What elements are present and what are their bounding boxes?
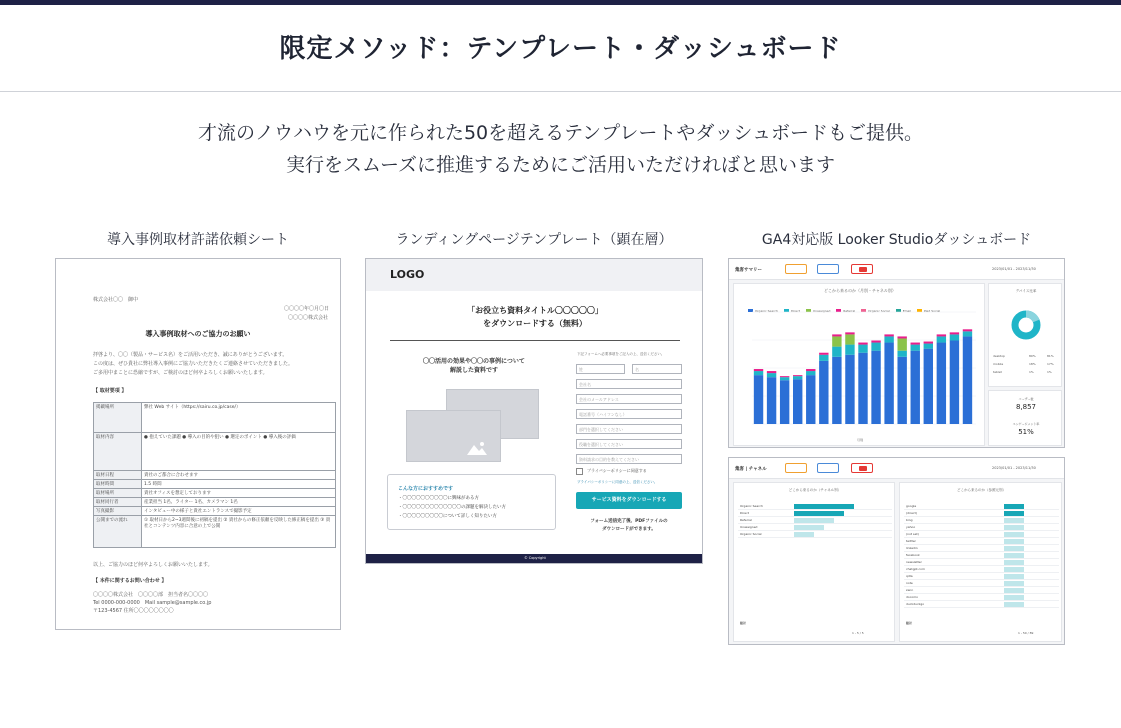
- bar-segment: [819, 355, 828, 361]
- device-row: desktop: [993, 354, 1005, 358]
- table-heat-cell: [1004, 581, 1024, 586]
- lp-recommend-box: [387, 474, 556, 530]
- doc-body-1: 拝啓より、〇〇（製品・サービス名）をご活用いただき、誠にありがとうございます。: [93, 352, 288, 358]
- lp-footer: [366, 554, 703, 564]
- youtube-icon: [859, 267, 867, 272]
- bar-segment: [754, 375, 763, 424]
- table-cell-label: twitter: [906, 539, 916, 543]
- table-row: [904, 566, 1059, 573]
- kpi-label: ユーザー数: [1018, 397, 1034, 401]
- bar-segment: [884, 343, 893, 424]
- doc-row-value: 貴社のご都合に合わせます: [142, 471, 336, 480]
- channel-total: 総計: [740, 621, 747, 625]
- dash1-chart-title: どこから来るのか（月別・チャネル別）: [824, 288, 896, 293]
- summary-dashboard-thumbnail[interactable]: [728, 258, 1065, 448]
- lp-headline-2: をダウンロードする（無料）: [483, 319, 587, 328]
- bar-segment: [884, 334, 893, 336]
- table-heat-cell: [1004, 532, 1024, 537]
- table-heat-cell: [1004, 567, 1024, 572]
- bar-segment: [845, 332, 854, 334]
- table-row: [904, 601, 1059, 608]
- legend-label: Unassigned: [812, 309, 831, 313]
- table-row: [904, 559, 1059, 566]
- doc-row-value: 弊社 Web サイト（https://sairu.co.jp/case/）: [142, 403, 336, 433]
- lp-logo: LOGO: [390, 268, 425, 281]
- intro-text: [0, 117, 1121, 181]
- lp-recommend-item: ・〇〇〇〇〇〇〇〇〇について詳しく知りたい方: [398, 514, 497, 519]
- device-donut-chart: [1011, 310, 1041, 340]
- dash2-date[interactable]: 2023/01/01 - 2023/11/30: [992, 466, 1036, 470]
- bar-segment: [897, 338, 906, 350]
- dashboard-column-label: GA4対応版 Looker Studioダッシュボード: [761, 232, 1032, 248]
- bar-segment: [963, 329, 972, 331]
- table-cell-label: yahoo: [906, 525, 916, 529]
- table-cell-label: (not set): [906, 532, 919, 536]
- table-row: [738, 517, 892, 524]
- legend-label: Email: [902, 309, 912, 313]
- dash1-legend: [748, 297, 978, 313]
- doc-body-3: ご多用中まことに恐縮ですが、ご検討のほど何卒よろしくお願いいたします。: [93, 370, 268, 376]
- device-row-value: 17%: [1047, 362, 1054, 366]
- device-panel: [988, 283, 1062, 387]
- bar-segment: [767, 373, 776, 377]
- role-select[interactable]: 役職を選択してください: [576, 439, 682, 449]
- doc-row-value: 1.5 時間: [142, 480, 336, 489]
- department-select[interactable]: 部門を選択してください: [576, 424, 682, 434]
- lp-copyright: © Copyright: [524, 556, 546, 560]
- bar-segment: [806, 371, 815, 375]
- lp-form-note: 下記フォームへ必要事項をご記入の上、送信ください。: [577, 352, 665, 356]
- table-heat-cell: [1004, 574, 1024, 579]
- doc-recipient: 株式会社〇〇 御中: [93, 297, 139, 303]
- bar-segment: [897, 336, 906, 338]
- dash1-axis-label: 月別: [856, 438, 863, 442]
- table-cell-label: bing: [906, 518, 913, 522]
- table-row: [904, 594, 1059, 601]
- table-cell-label: note: [906, 581, 913, 585]
- table-heat-cell: [1004, 539, 1024, 544]
- table-cell-label: Unassigned: [740, 525, 758, 529]
- table-row: [738, 503, 892, 510]
- email-field[interactable]: 会社のメールアドレス: [576, 394, 682, 404]
- channel-table-panel: [733, 482, 895, 642]
- bar-segment: [950, 341, 959, 424]
- device-row-value: 18%: [1029, 362, 1036, 366]
- table-cell-label: Direct: [740, 511, 749, 515]
- bar-segment: [911, 351, 920, 424]
- privacy-checkbox[interactable]: [576, 468, 583, 475]
- table-cell-label: Organic Search: [740, 504, 763, 508]
- source-total: 総計: [906, 621, 913, 625]
- doc-contact-3: 〒123-4567 住所〇〇〇〇〇〇〇〇: [93, 608, 174, 614]
- bar-segment: [845, 334, 854, 344]
- bar-segment: [911, 345, 920, 351]
- table-row: [904, 545, 1059, 552]
- table-row: [904, 538, 1059, 545]
- doc-row-value: インタビュー中の様子と貴社エントランスで撮影予定: [142, 507, 336, 516]
- dash2-title: 集客 | チャネル: [735, 467, 767, 472]
- doc-column-label: 導入事例取材許諾依頼シート: [107, 232, 289, 248]
- bar-segment: [780, 377, 789, 380]
- bar-segment: [937, 334, 946, 336]
- bar-segment: [780, 380, 789, 424]
- doc-row-value: ● 抱えていた課題 ● 導入の目的や狙い ● 選定のポイント ● 導入後の評価: [142, 433, 336, 471]
- lp-header: [366, 259, 703, 291]
- download-button[interactable]: サービス資料をダウンロードする: [576, 492, 682, 509]
- table-heat-cell: [1004, 525, 1024, 530]
- lp-sub-2: 解説した資料です: [449, 367, 498, 374]
- bar-segment: [754, 369, 763, 371]
- table-row: [738, 524, 892, 531]
- bar-segment: [950, 334, 959, 340]
- device-row-value: 81%: [1047, 354, 1054, 358]
- landing-page-thumbnail[interactable]: [365, 258, 703, 564]
- doc-row-header: 公開までの流れ: [94, 516, 142, 548]
- lp-recommend-item: ・〇〇〇〇〇〇〇〇〇〇に興味がある方: [398, 496, 479, 501]
- intro-line-2: 実行をスムーズに推進するためにご活用いただければと思います: [285, 154, 836, 176]
- permission-sheet-thumbnail[interactable]: [55, 258, 341, 630]
- bar-segment: [858, 345, 867, 353]
- table-cell-label: zenn: [906, 588, 914, 592]
- table-cell-label: (direct): [906, 511, 917, 515]
- doc-company: 〇〇〇〇株式会社: [288, 315, 329, 321]
- kpi2-label: エンゲージメント率: [1012, 422, 1040, 426]
- dash1-title: 集客サマリー: [735, 268, 762, 273]
- bar-segment: [832, 357, 841, 424]
- bar-segment: [871, 341, 880, 343]
- dash1-filter-button[interactable]: [817, 264, 839, 274]
- bar-segment: [780, 376, 789, 377]
- bar-segment: [871, 351, 880, 424]
- youtube-icon: [859, 466, 867, 471]
- table-row: [738, 510, 892, 517]
- legend-label: Direct: [790, 309, 800, 313]
- bar-segment: [858, 353, 867, 424]
- device-panel-title: デバイス比率: [1015, 289, 1037, 293]
- table-cell-label: google: [906, 504, 917, 508]
- doc-heading: 導入事例取材へのご協力のお願い: [145, 330, 251, 338]
- doc-contact-2: Tel 0000-000-0000 Mail sample@sample.co.jp: [93, 600, 212, 606]
- table-heat-cell: [1004, 560, 1024, 565]
- doc-row-header: 取材日程: [94, 471, 142, 480]
- dash1-chart-panel: [733, 283, 985, 446]
- bar-segment: [963, 331, 972, 336]
- table-row: [904, 580, 1059, 587]
- dash2-video-button[interactable]: [851, 463, 873, 473]
- bar-segment: [806, 369, 815, 371]
- title-divider: [0, 91, 1121, 92]
- table-cell-label: qiita: [906, 574, 913, 578]
- table-heat-cell: [1004, 546, 1024, 551]
- kpi2-value: 51%: [1018, 428, 1034, 436]
- company-field[interactable]: 会社名: [576, 379, 682, 389]
- legend-label: Organic Search: [755, 309, 778, 313]
- table-heat-cell: [794, 504, 854, 509]
- doc-row-header: 取材内容: [94, 433, 142, 471]
- bar-segment: [937, 343, 946, 424]
- table-row: [904, 587, 1059, 594]
- table-heat-cell: [1004, 588, 1024, 593]
- bar-segment: [832, 347, 841, 357]
- phone-field[interactable]: 電話番号（ハイフンなし）: [576, 409, 682, 419]
- dash2-toolbar: [729, 458, 1065, 479]
- bar-segment: [897, 357, 906, 424]
- table-row: [904, 524, 1059, 531]
- bar-segment: [858, 343, 867, 345]
- table-cell-label: newsletter: [906, 560, 922, 564]
- bar-segment: [806, 375, 815, 424]
- first-name-field[interactable]: 名: [632, 364, 682, 374]
- bar-segment: [871, 343, 880, 351]
- channel-table: [738, 503, 892, 538]
- kpi-value: 8,857: [1015, 403, 1037, 411]
- table-row: [904, 503, 1059, 510]
- channel-table-title: どこから来るのか（チャネル別）: [788, 488, 842, 492]
- bar-segment: [819, 361, 828, 424]
- bar-segment: [911, 343, 920, 345]
- bar-segment: [845, 355, 854, 424]
- source-table-title: どこから来るのか（参照元別）: [957, 488, 1006, 492]
- doc-date: 〇〇〇〇年〇月〇日: [284, 306, 330, 312]
- doc-row-header: 写真撮影: [94, 507, 142, 516]
- source-table-panel: [899, 482, 1062, 642]
- device-row: mobile: [993, 362, 1004, 366]
- doc-row-value: ① 取材日から2~3週間後に初稿を提出 ② 貴社からの修正依頼を反映した修正稿を提出 ③ 貴社とコンテンツ内容に合意の上で公開: [142, 516, 336, 548]
- doc-row-header: 取材同行者: [94, 498, 142, 507]
- bar-segment: [937, 336, 946, 342]
- bar-segment: [793, 376, 802, 379]
- dash2-filter-button[interactable]: [817, 463, 839, 473]
- doc-row-value: 貴社オフィスを想定しております: [142, 489, 336, 498]
- table-row: [904, 510, 1059, 517]
- lp-divider: [390, 340, 680, 341]
- bar-segment: [963, 336, 972, 424]
- doc-contact-heading: 【 本件に関するお問い合わせ 】: [93, 578, 167, 584]
- bar-segment: [767, 377, 776, 424]
- lp-after-1: フォーム送信完了後、PDFファイルの: [590, 519, 668, 524]
- dash1-toolbar: [729, 259, 1065, 280]
- table-cell-label: Referral: [740, 518, 752, 522]
- dash1-date[interactable]: 2023/01/01 - 2023/11/30: [992, 267, 1036, 271]
- dash1-chart-button[interactable]: [785, 264, 807, 274]
- lp-sub-1: 〇〇活用の効果や〇〇の事例について: [423, 358, 525, 365]
- page-title: 限定メソッド：テンプレート・ダッシュボード: [279, 34, 842, 64]
- legend-label: Organic Social: [868, 309, 890, 313]
- table-cell-label: chatgpt.com: [906, 567, 925, 571]
- bar-segment: [897, 351, 906, 357]
- bar-segment: [793, 375, 802, 376]
- channel-pager[interactable]: 1 - 5 / 5: [852, 631, 864, 635]
- device-row-value: 1%: [1029, 370, 1034, 374]
- bar-segment: [884, 336, 893, 342]
- device-row: tablet: [993, 370, 1002, 374]
- table-row: [738, 531, 892, 538]
- bar-segment: [845, 345, 854, 355]
- doc-table: [93, 402, 336, 548]
- bar-segment: [832, 336, 841, 346]
- doc-section-overview: 【 取材要項 】: [93, 388, 127, 394]
- table-cell-label: linkedin: [906, 546, 918, 550]
- table-heat-cell: [794, 511, 844, 516]
- source-pager[interactable]: 1 - 50 / 89: [1018, 631, 1034, 635]
- table-row: [904, 552, 1059, 559]
- doc-row-value: 産業担当 1名、ライター 1名、カメラマン 1名: [142, 498, 336, 507]
- table-cell-label: duckduckgo: [906, 602, 925, 606]
- table-heat-cell: [1004, 595, 1024, 600]
- channel-dashboard-thumbnail[interactable]: [728, 457, 1065, 645]
- doc-contact-1: 〇〇〇〇株式会社 〇〇〇〇部 担当者名〇〇〇〇: [93, 592, 209, 598]
- bar-segment: [767, 371, 776, 373]
- doc-body-2: この度は、ぜひ貴社に弊社導入事例にご協力いただきたくご連絡させていただきました。: [93, 361, 294, 367]
- table-row: [904, 517, 1059, 524]
- doc-closing: 以上、ご協力のほど何卒よろしくお願いいたします。: [93, 562, 213, 568]
- device-row-value: 80%: [1029, 354, 1036, 358]
- lp-recommend-title: こんな方におすすめです: [398, 486, 454, 492]
- table-heat-cell: [1004, 511, 1024, 516]
- bar-segment: [950, 332, 959, 334]
- device-row-value: 1%: [1047, 370, 1052, 374]
- lp-recommend-item: ・〇〇〇〇〇〇〇〇〇〇〇〇〇の課題を解決したい方: [398, 505, 506, 510]
- table-heat-cell: [1004, 553, 1024, 558]
- purpose-select[interactable]: 資料請求の目的を教えてください: [576, 454, 682, 464]
- table-heat-cell: [794, 532, 814, 537]
- table-heat-cell: [794, 518, 834, 523]
- bar-segment: [754, 371, 763, 375]
- lp-headline-1: 「お役立ち資料タイトル〇〇〇〇〇」: [467, 306, 603, 315]
- table-cell-label: docomo: [906, 595, 918, 599]
- table-heat-cell: [1004, 504, 1024, 509]
- dash1-video-button[interactable]: [851, 264, 873, 274]
- channel-bar-chart: [740, 306, 980, 436]
- lp-column-label: ランディングページテンプレート（顕在層）: [395, 232, 673, 248]
- table-heat-cell: [794, 525, 824, 530]
- table-row: [904, 573, 1059, 580]
- doc-row-header: 掲載場所: [94, 403, 142, 433]
- last-name-field[interactable]: 姓: [576, 364, 625, 374]
- bar-segment: [924, 342, 933, 344]
- legend-label: Referral: [843, 309, 856, 313]
- dash2-chart-button[interactable]: [785, 463, 807, 473]
- bar-segment: [819, 353, 828, 355]
- lp-image-front: [406, 410, 501, 462]
- kpi-panel: [988, 390, 1062, 446]
- top-accent-bar: [0, 0, 1121, 5]
- doc-row-header: 取材時間: [94, 480, 142, 489]
- legend-label: Paid Social: [924, 309, 941, 313]
- bar-segment: [924, 344, 933, 349]
- source-table: [904, 503, 1059, 608]
- table-cell-label: facebook: [906, 553, 920, 557]
- bar-segment: [832, 334, 841, 336]
- privacy-link[interactable]: プライバシーポリシーに同意の上、送信ください。: [577, 480, 658, 484]
- image-placeholder-icon: [467, 441, 487, 455]
- bar-segment: [793, 379, 802, 424]
- lp-after-2: ダウンロードができます。: [602, 527, 656, 532]
- table-row: [904, 531, 1059, 538]
- doc-row-header: 取材場所: [94, 489, 142, 498]
- intro-line-1: 才流のノウハウを元に作られた50を超えるテンプレートやダッシュボードもご提供。: [197, 122, 924, 144]
- table-heat-cell: [1004, 602, 1024, 607]
- bar-segment: [924, 349, 933, 424]
- table-heat-cell: [1004, 518, 1024, 523]
- privacy-label: プライバシーポリシーに同意する: [587, 468, 647, 473]
- table-cell-label: Organic Social: [740, 532, 762, 536]
